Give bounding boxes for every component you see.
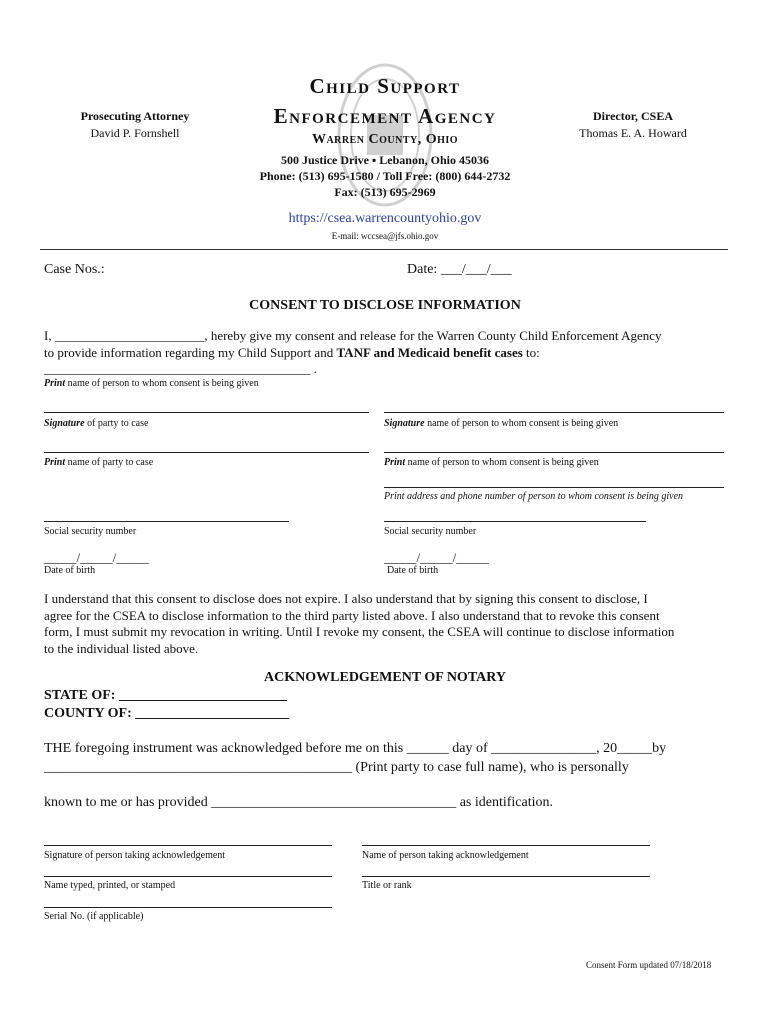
- recipient-name-line[interactable]: _________________________________________ .: [44, 361, 317, 376]
- title-rank-label: Title or rank: [362, 880, 412, 891]
- director-title: Director, CSEA: [593, 109, 673, 123]
- title-rank-line[interactable]: [362, 876, 650, 877]
- director-name: Thomas E. A. Howard: [579, 126, 687, 140]
- benefit-cases-text: TANF and Medicaid benefit cases: [336, 345, 523, 360]
- county-of-field[interactable]: COUNTY OF: ______________________: [44, 706, 290, 721]
- signature-given-line[interactable]: [384, 412, 724, 413]
- agency-website-link[interactable]: https://csea.warrencountyohio.gov: [288, 211, 482, 226]
- print-given-line[interactable]: [384, 452, 724, 453]
- prosecuting-attorney-block: [40, 108, 230, 142]
- print-party-text: name of party to case: [65, 457, 154, 468]
- prosecuting-attorney-title: Prosecuting Attorney: [80, 109, 190, 123]
- consent-terms-line3: form, I must submit my revocation in writing. Until I revoke my consent, the CSEA will continue to disclose information: [44, 624, 675, 639]
- serial-line[interactable]: [44, 907, 332, 908]
- prosecuting-attorney-name: David P. Fornshell: [90, 126, 180, 140]
- serial-label: Serial No. (if applicable): [44, 911, 144, 922]
- consent-terms-line4: to the individual listed above.: [44, 640, 199, 656]
- consent-text-end: to:: [522, 345, 540, 360]
- consent-statement-line1: I, _______________________, hereby give my consent and release for the Warren County Child Enforcement Agency: [44, 328, 662, 343]
- notary-signature-label: Signature of person taking acknowledgement: [44, 850, 226, 861]
- print-em: Print: [384, 457, 406, 468]
- signature-given-text: name of person to whom consent is being given: [424, 418, 619, 429]
- address-phone-line[interactable]: [384, 487, 724, 488]
- consent-terms-line2: agree for the CSEA to disclose information to the third party listed above. I also understand that to revoke this consent: [44, 607, 660, 623]
- ssn-right-line[interactable]: [384, 521, 646, 522]
- ssn-left-label: Social security number: [44, 526, 137, 537]
- notary-statement-line2[interactable]: ____________________________________________ (Print party to case full name), who is personally: [44, 760, 629, 775]
- signature-em: Signature: [44, 418, 85, 429]
- notary-statement-line1[interactable]: THE foregoing instrument was acknowledged before me on this ______ day of _______________, 20_____by: [44, 741, 667, 756]
- agency-name-line1: Child Support: [309, 74, 461, 98]
- signature-party-text: of party to case: [84, 418, 149, 429]
- print-party-line[interactable]: [44, 452, 369, 453]
- notary-signature-line[interactable]: [44, 845, 332, 846]
- name-typed-line[interactable]: [44, 876, 332, 877]
- notary-name-label: Name of person taking acknowledgement: [362, 850, 529, 861]
- form-updated-footer: Consent Form updated 07/18/2018: [586, 960, 712, 970]
- dob-right-field[interactable]: _____/_____/_____: [384, 550, 489, 565]
- print-em: Print: [44, 378, 66, 389]
- notary-statement-line3[interactable]: known to me or has provided ___________________________________ as identification.: [44, 795, 553, 810]
- print-name-given-text: name of person to whom consent is being given: [65, 378, 259, 389]
- consent-title: CONSENT TO DISCLOSE INFORMATION: [249, 298, 521, 313]
- signature-party-line[interactable]: [44, 412, 369, 413]
- notary-title: ACKNOWLEDGEMENT OF NOTARY: [264, 670, 506, 685]
- print-em: Print: [44, 457, 66, 468]
- consent-terms-line1: I understand that this consent to disclose does not expire. I also understand that by signing this consent to disclose, I: [44, 591, 648, 606]
- ssn-left-line[interactable]: [44, 521, 289, 522]
- state-of-field[interactable]: STATE OF: ________________________: [44, 688, 287, 703]
- ssn-right-label: Social security number: [384, 526, 477, 537]
- header-divider: [40, 249, 728, 250]
- signature-given-label: [384, 418, 618, 429]
- dob-left-field[interactable]: _____/_____/_____: [44, 550, 149, 565]
- case-numbers-label: Case Nos.:: [44, 262, 105, 277]
- print-given-text: name of person to whom consent is being given: [405, 457, 599, 468]
- agency-county: Warren County, Ohio: [311, 132, 459, 147]
- agency-email: E-mail: wccsea@jfs.ohio.gov: [331, 231, 439, 241]
- signature-party-label: [44, 418, 148, 429]
- agency-name-line2: Enforcement Agency: [273, 104, 497, 128]
- agency-phone: Phone: (513) 695-1580 / Toll Free: (800) 644-2732: [259, 169, 511, 183]
- print-name-given-label: [44, 378, 259, 389]
- agency-fax: Fax: (513) 695-2969: [334, 185, 436, 199]
- consent-statement-line2: [44, 344, 540, 361]
- date-field[interactable]: Date: ___/___/___: [407, 262, 512, 277]
- address-phone-label: Print address and phone number of person to whom consent is being given: [384, 491, 684, 502]
- dob-left-label: Date of birth: [44, 565, 96, 576]
- notary-name-line[interactable]: [362, 845, 650, 846]
- dob-right-label: Date of birth: [387, 565, 439, 576]
- signature-em: Signature: [384, 418, 425, 429]
- print-given-label: [384, 457, 599, 468]
- print-party-label: [44, 457, 153, 468]
- agency-address: 500 Justice Drive ▪ Lebanon, Ohio 45036: [281, 153, 489, 167]
- name-typed-label: Name typed, printed, or stamped: [44, 880, 176, 891]
- consent-text: to provide information regarding my Child Support and: [44, 345, 337, 360]
- director-block: [548, 108, 718, 142]
